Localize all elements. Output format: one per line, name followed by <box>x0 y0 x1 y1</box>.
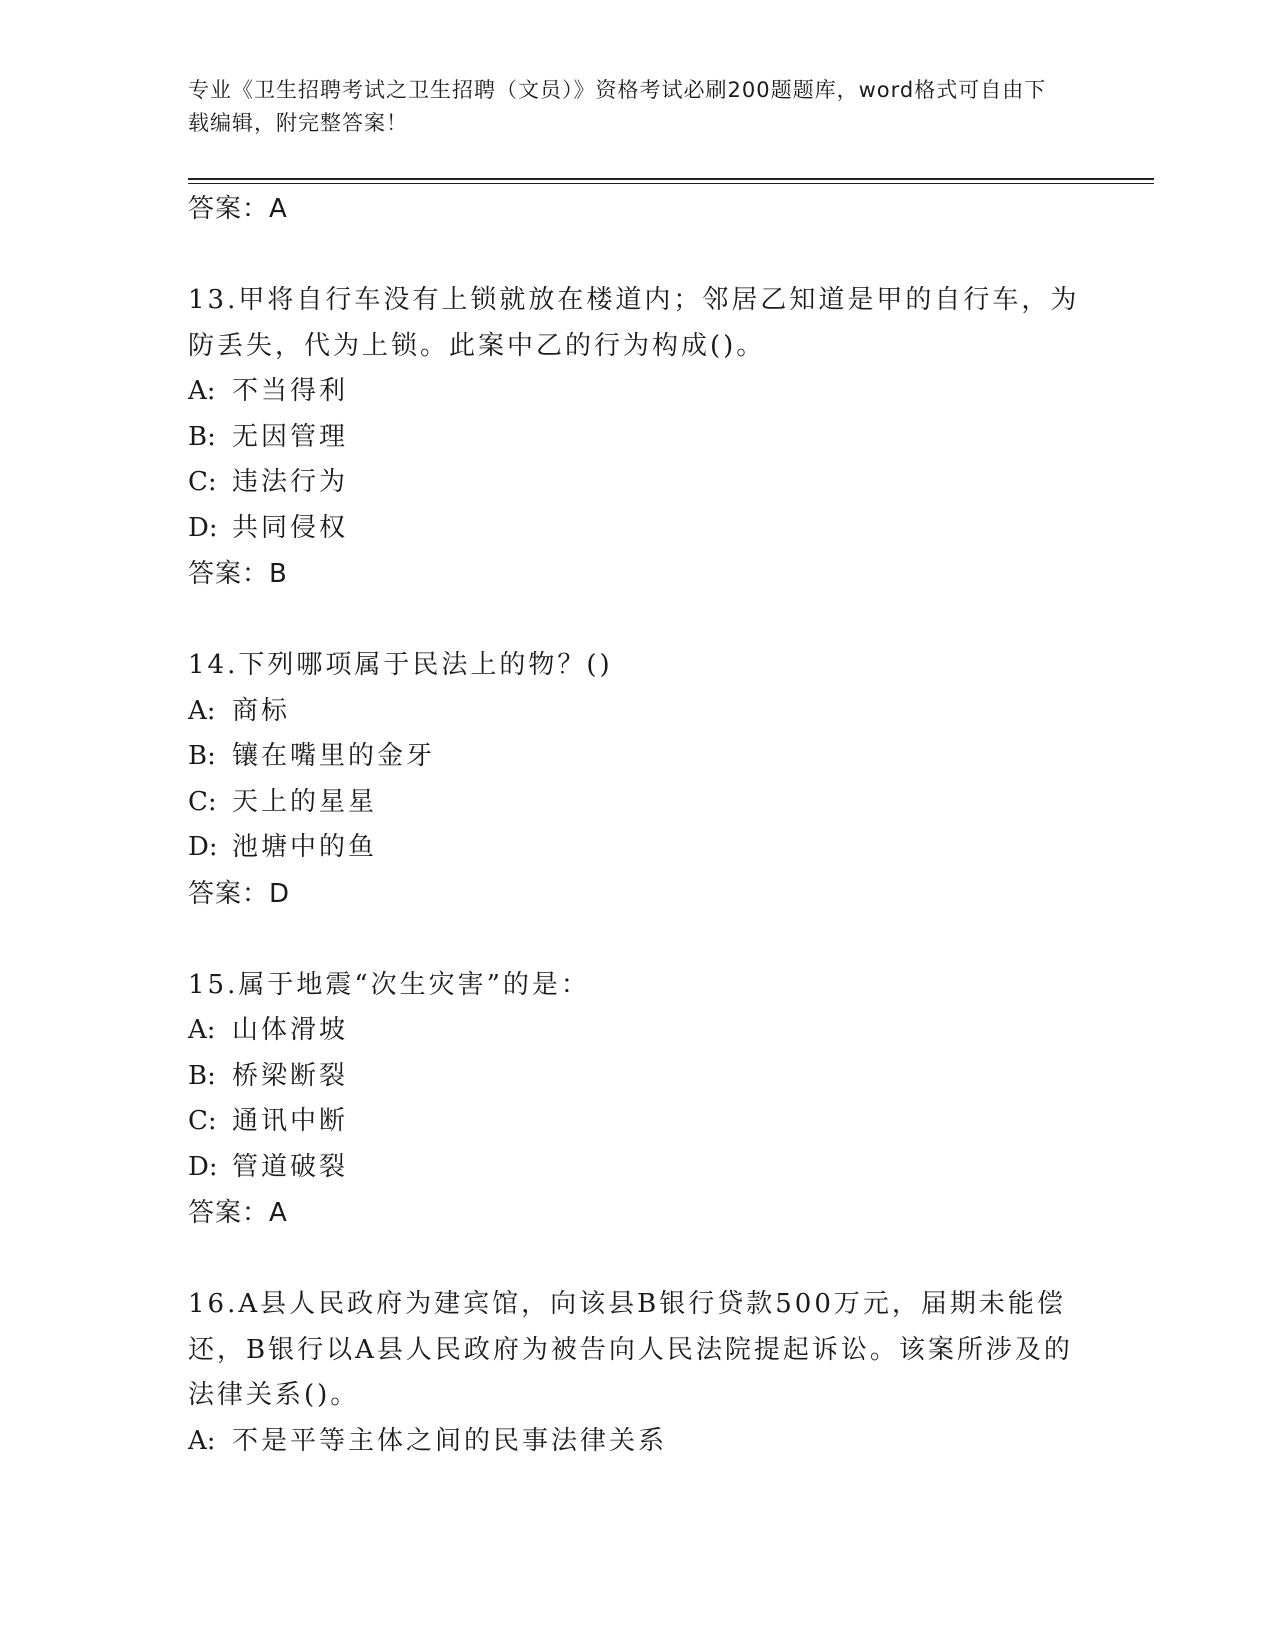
question-stem: 16.A县人民政府为建宾馆，向该县B银行贷款500万元，届期未能偿还，B银行以A县人民政府为被告向人民法院提起诉讼。该案所涉及的法律关系()。 <box>188 1289 1073 1410</box>
answer-line: 答案：D <box>188 878 291 909</box>
option-a <box>188 689 1088 735</box>
option-a <box>188 1419 1088 1465</box>
option-text: 山体滑坡 <box>232 1015 349 1045</box>
option-text: 不是平等主体之间的民事法律关系 <box>232 1425 668 1456</box>
option-text: 无因管理 <box>232 421 349 452</box>
option-c <box>188 1099 1088 1145</box>
question-stem: 14.下列哪项属于民法上的物？() <box>188 650 613 680</box>
option-letter: B: <box>188 421 216 452</box>
option-b <box>188 1054 1088 1100</box>
question-15 <box>188 963 1088 1237</box>
option-text: 天上的星星 <box>232 786 378 817</box>
option-letter: B: <box>188 1060 216 1091</box>
option-d <box>188 506 1088 552</box>
answer-line: 答案：B <box>188 559 288 589</box>
question-16 <box>188 1282 1088 1464</box>
option-d <box>188 825 1088 871</box>
option-d <box>188 1145 1088 1191</box>
question-stem: 15.属于地震“次生灾害”的是： <box>188 969 590 1000</box>
question-14 <box>188 643 1088 917</box>
option-c <box>188 460 1088 506</box>
option-text: 商标 <box>232 695 291 726</box>
option-b <box>188 734 1088 780</box>
option-letter: C: <box>188 467 217 497</box>
option-text: 桥梁断裂 <box>232 1060 349 1091</box>
option-text: 不当得利 <box>232 376 349 406</box>
option-b <box>188 415 1088 461</box>
page-header: 专业《卫生招聘考试之卫生招聘（文员）》资格考试必刷200题题库，word格式可自由下载编辑，附完整答案！ <box>188 78 1047 135</box>
option-text: 共同侵权 <box>232 512 349 543</box>
option-letter: D: <box>188 1151 218 1182</box>
option-letter: A: <box>188 376 216 406</box>
option-letter: B: <box>188 741 216 771</box>
header-rule-thin <box>188 183 1154 184</box>
option-letter: A: <box>188 1015 216 1045</box>
option-a <box>188 1008 1088 1054</box>
option-a <box>188 369 1088 415</box>
option-letter: C: <box>188 786 217 817</box>
option-text: 管道破裂 <box>232 1151 349 1182</box>
option-text: 违法行为 <box>232 467 349 497</box>
option-letter: A: <box>188 695 216 726</box>
question-stem: 13.甲将自行车没有上锁就放在楼道内；邻居乙知道是甲的自行车，为防丢失，代为上锁。此案中乙的行为构成()。 <box>188 285 1080 361</box>
previous-answer: 答案：A <box>188 194 288 224</box>
option-letter: D: <box>188 832 218 862</box>
option-text: 池塘中的鱼 <box>232 832 378 862</box>
option-c <box>188 780 1088 826</box>
question-13 <box>188 278 1088 597</box>
option-text: 通讯中断 <box>232 1106 349 1136</box>
option-letter: A: <box>188 1425 216 1456</box>
option-letter: C: <box>188 1106 217 1136</box>
answer-line: 答案：A <box>188 1198 288 1228</box>
option-letter: D: <box>188 512 218 543</box>
option-text: 镶在嘴里的金牙 <box>232 741 436 771</box>
header-rule-thick <box>188 178 1154 180</box>
question-list <box>188 186 1088 1464</box>
